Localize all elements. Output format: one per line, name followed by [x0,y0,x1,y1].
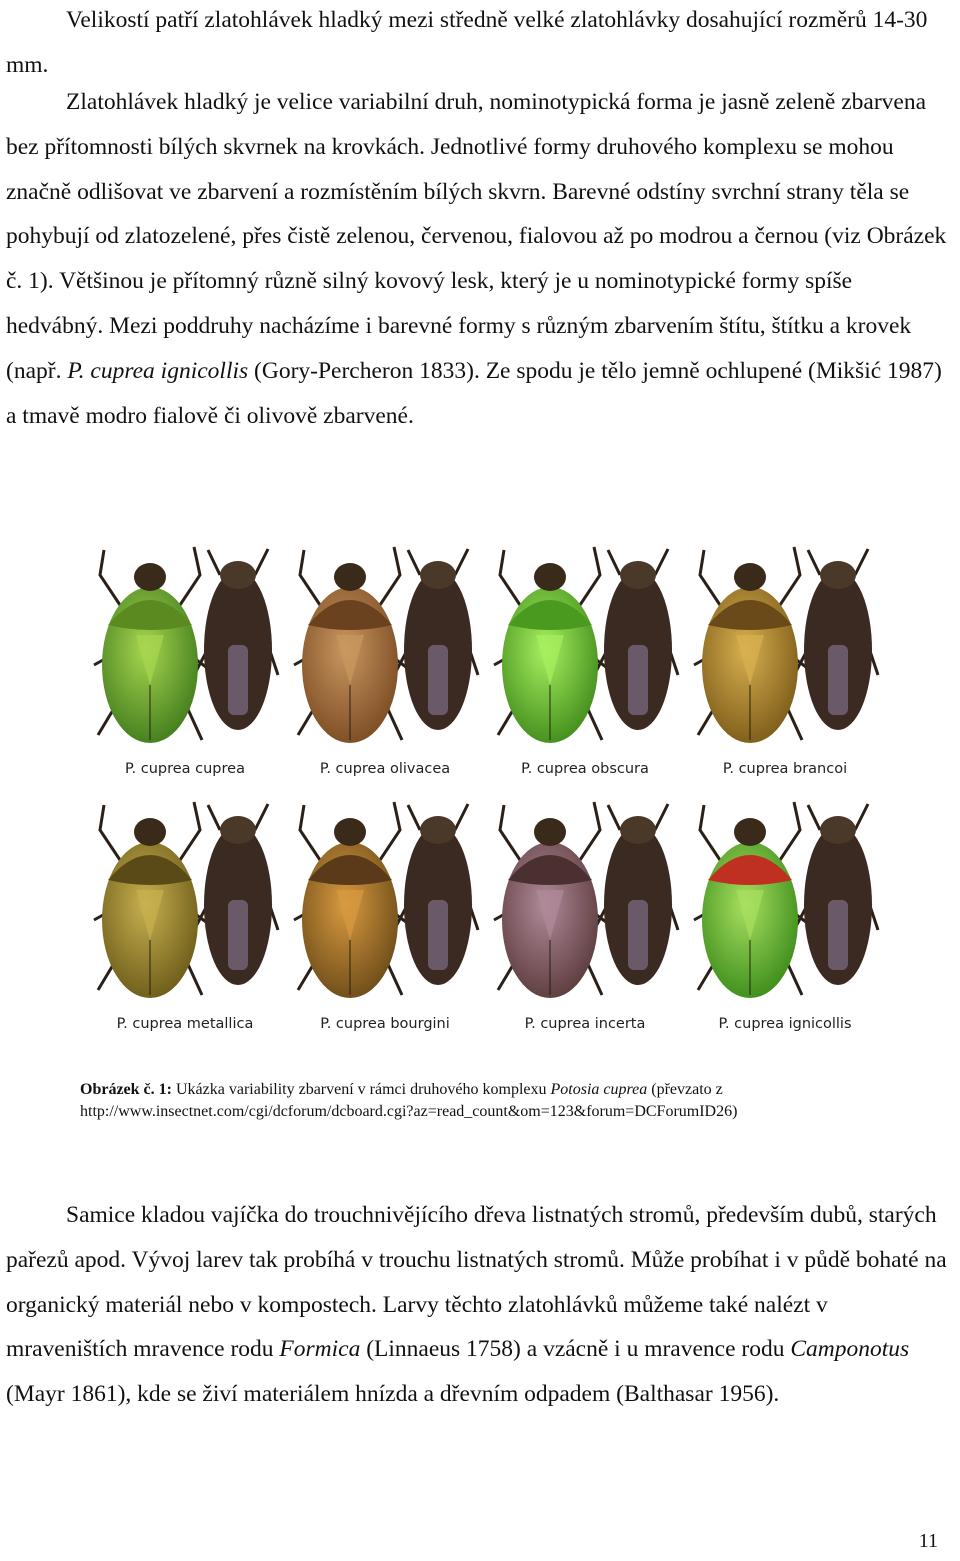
beetle-specimen [290,535,480,785]
beetle-specimen [690,535,880,785]
beetle-label: P. cuprea ignicollis [718,1016,852,1032]
beetle-figure [90,535,880,1035]
paragraph-reproduction-text-a: Samice kladou vajíčka do trouchnivějícího dřeva listnatých stromů, především dubů, starých pařezů apod. Vývoj larev tak probíhá v trouchu listnatých stromů. Může probíhat i v půdě bohaté na organický materiál nebo v kompostech. Larvy těchto zlatohlávků můžeme také nalézt v mraveništích mravence rodu [6,1202,947,1363]
beetle-drawing [690,535,880,755]
beetle-drawing [90,535,280,755]
paragraph-variability-text-b: (Gory-Percheron 1833). Ze spodu je tělo jemně ochlupené (Mikšić 1987) a tmavě modro fialově či olivově zbarvené. [6,357,942,429]
beetle-specimen [690,790,880,1040]
caption-species: Potosia cuprea [550,1081,648,1098]
beetle-label: P. cuprea brancoi [722,761,848,777]
beetle-drawing [290,535,480,755]
paragraph-size-text: Velikostí patří zlatohlávek hladký mezi středně velké zlatohlávky dosahující rozměrů 14-30 mm. [6,7,928,78]
beetle-drawing [290,790,480,1010]
subspecies-name: P. cuprea ignicollis [67,357,249,384]
caption-text-a: Ukázka variability zbarvení v rámci druhového komplexu [171,1081,551,1098]
beetle-label: P. cuprea bourgini [320,1016,450,1032]
genus-formica: Formica [279,1336,361,1363]
paragraph-reproduction [6,1193,950,1417]
figure-caption [80,1079,900,1123]
page-number: 11 [918,1530,938,1552]
beetle-specimen [90,535,280,785]
paragraph-size [6,0,950,88]
paragraph-variability [6,80,950,438]
caption-label: Obrázek č. 1: [80,1081,172,1098]
beetle-label: P. cuprea incerta [524,1016,646,1032]
caption-text-b: (převzato z http://www.insectnet.com/cgi/dcforum/dcboard.cgi?az=read_count&om=123&forum=DCForumID26) [80,1081,738,1120]
beetle-drawing [490,790,680,1010]
beetle-label: P. cuprea olivacea [319,761,451,777]
beetle-specimen [490,535,680,785]
beetle-drawing [490,535,680,755]
beetle-drawing [90,790,280,1010]
beetle-label: P. cuprea metallica [116,1016,254,1032]
genus-camponotus: Camponotus [790,1336,910,1363]
beetle-label: P. cuprea cuprea [125,761,245,777]
beetle-label: P. cuprea obscura [521,761,649,777]
beetle-specimen [490,790,680,1040]
paragraph-reproduction-text-b: (Linnaeus 1758) a vzácně i u mravence rodu [360,1336,791,1363]
paragraph-variability-text-a: Zlatohlávek hladký je velice variabilní druh, nominotypická forma je jasně zeleně zbarvena bez přítomnosti bílých skvrnek na krovkách. Jednotlivé formy druhového komplexu se mohou značně odlišovat ve zbarvení a rozmístěním bílých skvrn. Barevné odstíny svrchní strany těla se pohybují od zlatozelené, přes čistě zelenou, červenou, fialovou až po modrou a černou (viz Obrázek č. 1). Většinou je přítomný různě silný kovový lesk, který je u nominotypické formy spíše hedvábný. Mezi poddruhy nacházíme i barevné formy s různým zbarvením štítu, štítku a krovek (např. [6,89,947,384]
paragraph-reproduction-text-c: (Mayr 1861), kde se živí materiálem hnízda a dřevním odpadem (Balthasar 1956). [6,1381,780,1408]
beetle-specimen [290,790,480,1040]
beetle-drawing [690,790,880,1010]
beetle-specimen [90,790,280,1040]
